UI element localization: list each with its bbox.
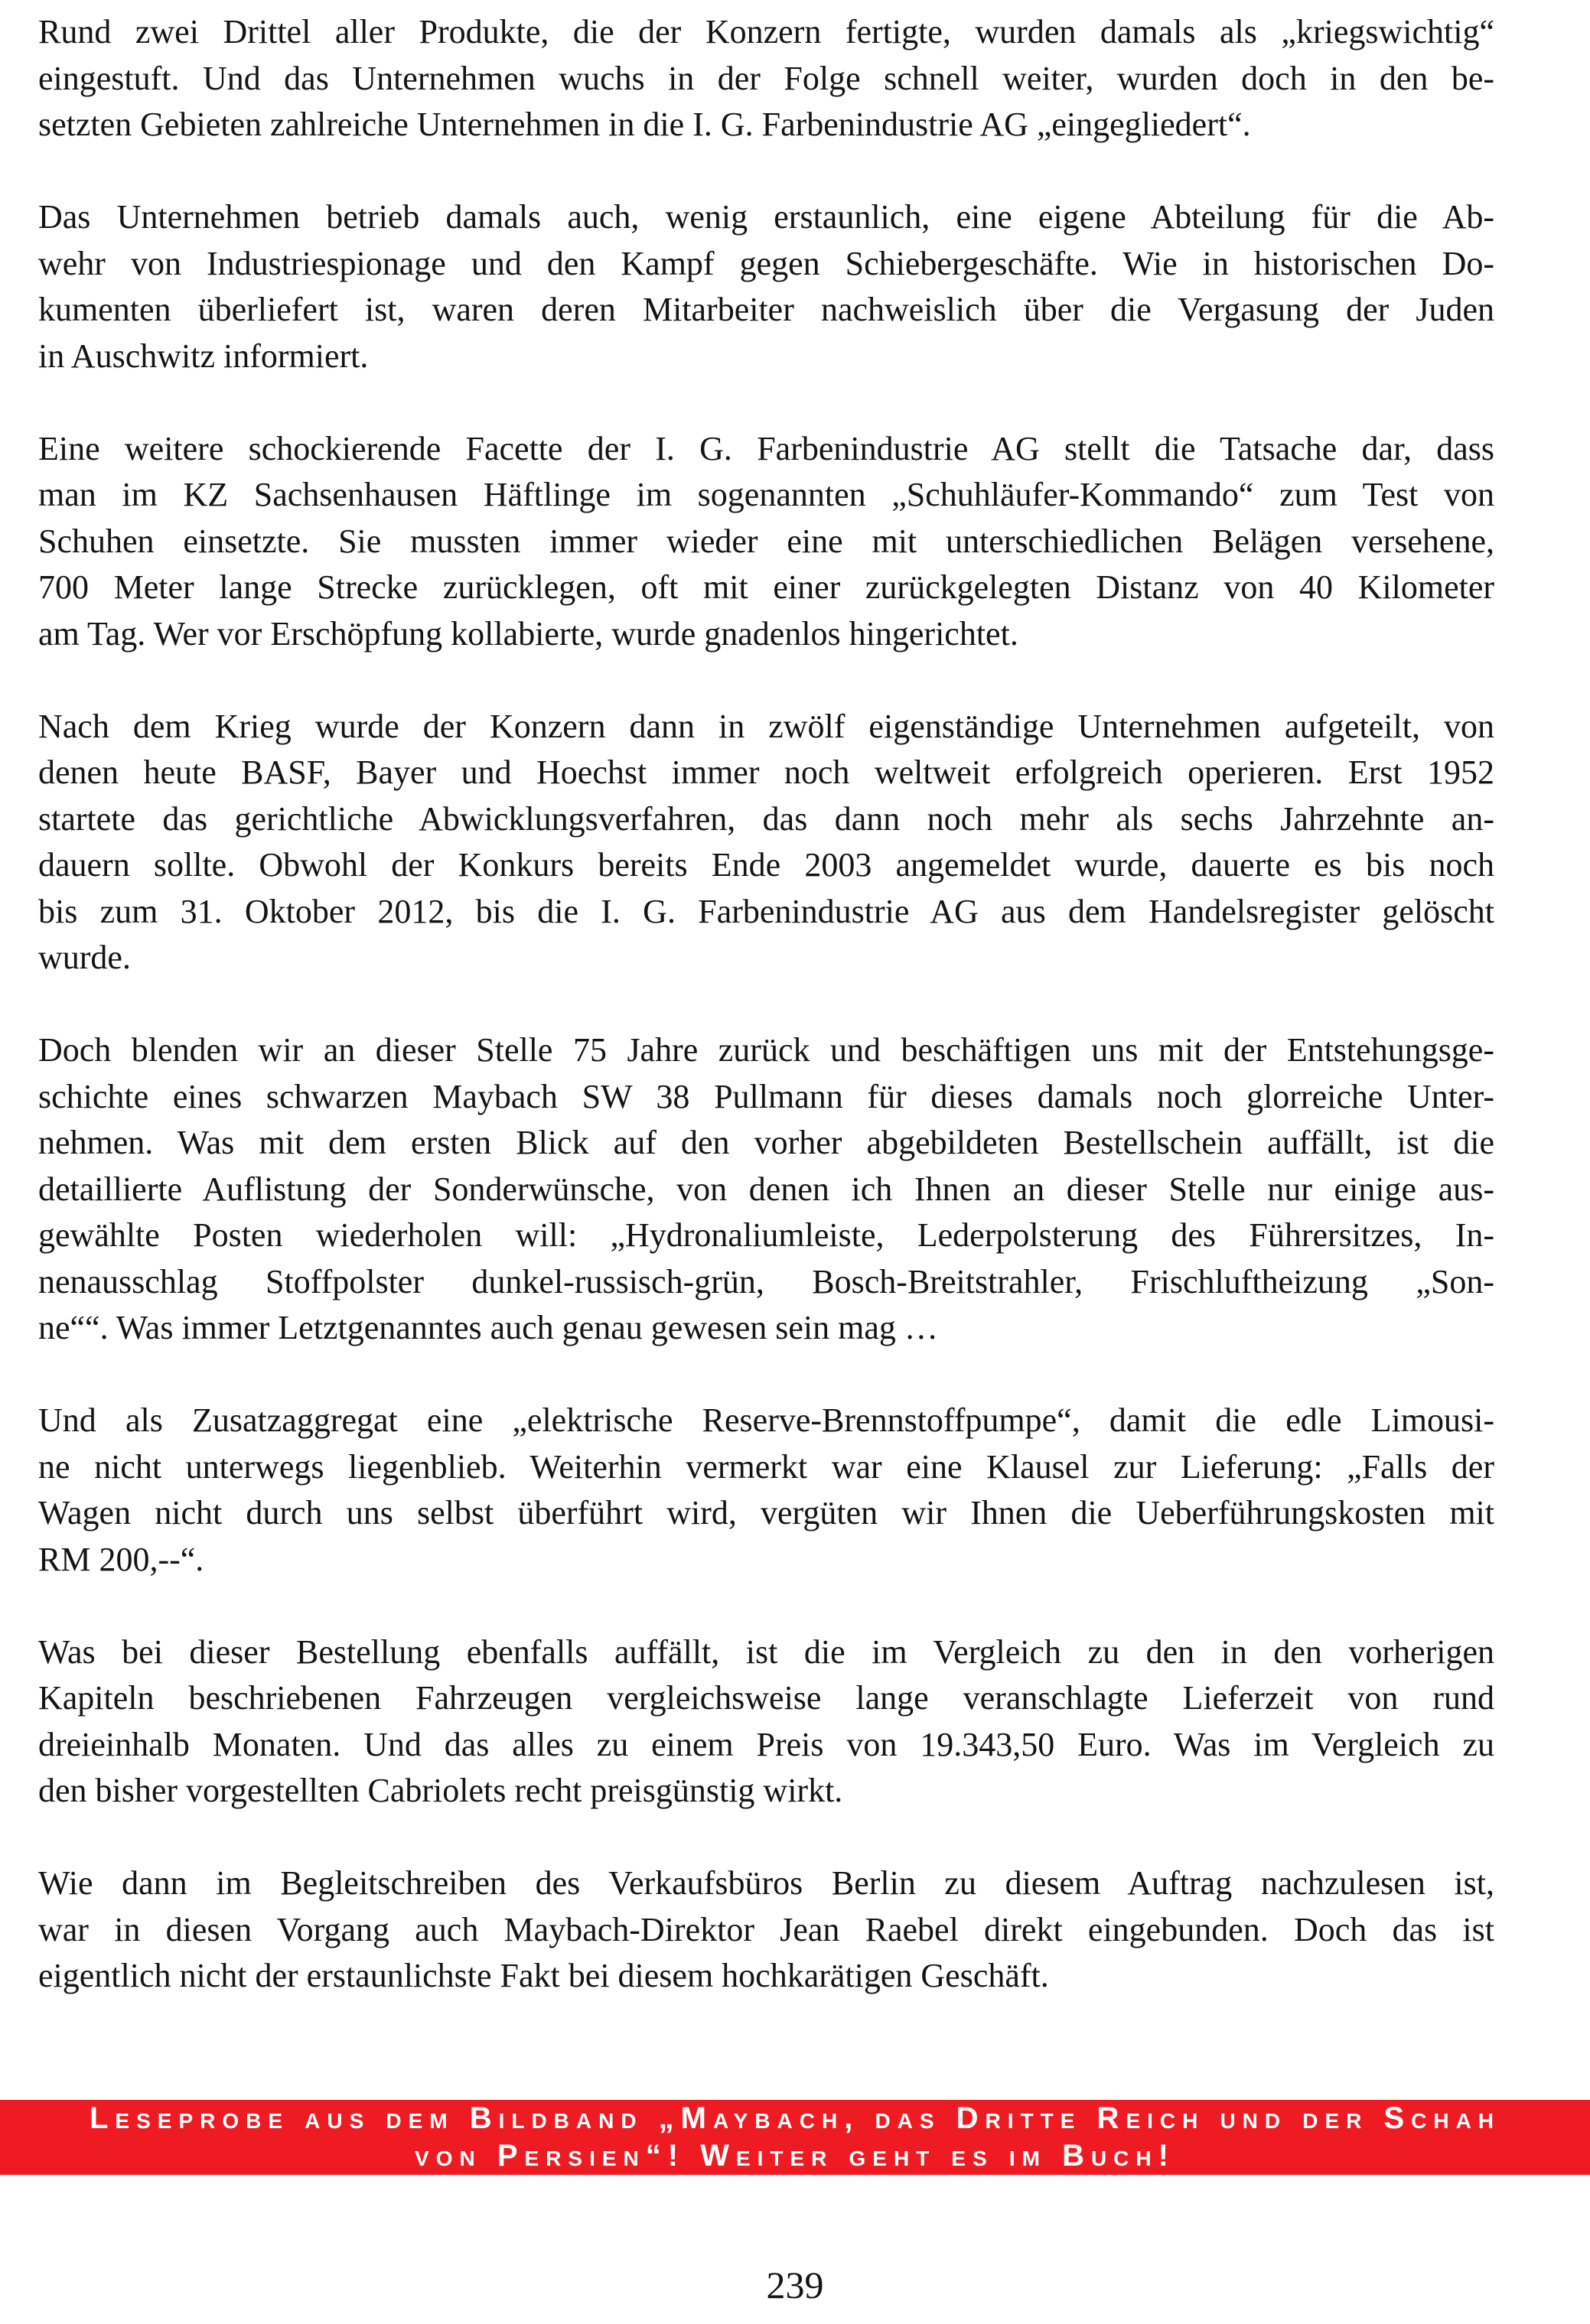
paragraph <box>38 194 1494 379</box>
text-line: war in diesen Vorgang auch Maybach-Direktor Jean Raebel direkt eingebunden. Doch das ist <box>38 1910 1494 1948</box>
banner-line-1: Leseprobe aus dem Bildband „Maybach, das Dritte Reich und der Schah <box>89 2101 1501 2135</box>
text-line: startete das gerichtliche Abwicklungsverfahren, das dann noch mehr als sechs Jahrzehnte an- <box>38 799 1494 838</box>
text-line: ne““. Was immer Letztgenanntes auch genau gewesen sein mag … <box>38 1309 938 1346</box>
text-line: Doch blenden wir an dieser Stelle 75 Jahre zurück und beschäftigen uns mit der Entstehungsge- <box>38 1031 1494 1069</box>
text-line: Was bei dieser Bestellung ebenfalls auffällt, ist die im Vergleich zu den in den vorherigen <box>38 1632 1494 1671</box>
paragraph <box>38 9 1494 148</box>
paragraph <box>38 1398 1494 1583</box>
text-line: am Tag. Wer vor Erschöpfung kollabierte, wurde gnadenlos hingerichtet. <box>38 614 1018 653</box>
text-line: den bisher vorgestellten Cabriolets recht preisgünstig wirkt. <box>38 1772 843 1809</box>
text-line: detaillierte Auflistung der Sonderwünsche, von denen ich Ihnen an dieser Stelle nur einige aus- <box>38 1170 1494 1208</box>
text-line: denen heute BASF, Bayer und Hoechst immer noch weltweit erfolgreich operieren. Erst 1952 <box>38 754 1494 791</box>
text-line: dreieinhalb Monaten. Und das alles zu einem Preis von 19.343,50 Euro. Was im Vergleich zu <box>38 1725 1494 1763</box>
text-line: bis zum 31. Oktober 2012, bis die I. G. Farbenindustrie AG aus dem Handelsregister gelöscht <box>38 892 1494 930</box>
text-line: kumenten überliefert ist, waren deren Mitarbeiter nachweislich über die Vergasung der Juden <box>38 291 1494 328</box>
page-number: 239 <box>766 2264 824 2306</box>
text-line: RM 200,--“. <box>38 1540 204 1578</box>
text-line: ne nicht unterwegs liegenblieb. Weiterhin vermerkt war eine Klausel zur Lieferung: „Falls der <box>38 1447 1494 1486</box>
text-line: schichte eines schwarzen Maybach SW 38 Pullmann für dieses damals noch glorreiche Unter- <box>38 1077 1494 1115</box>
text-line: in Auschwitz informiert. <box>38 337 369 375</box>
text-line: eigentlich nicht der erstaunlichste Fakt bei diesem hochkarätigen Geschäft. <box>38 1957 1049 1994</box>
text-line: nehmen. Was mit dem ersten Blick auf den vorher abgebildeten Bestellschein auffällt, ist die <box>38 1124 1494 1161</box>
text-line: Nach dem Krieg wurde der Konzern dann in zwölf eigenständige Unternehmen aufgeteilt, von <box>38 707 1494 745</box>
paragraph <box>38 1629 1494 1815</box>
text-line: wurde. <box>38 939 131 976</box>
paragraph <box>38 1027 1494 1352</box>
text-line: setzten Gebieten zahlreiche Unternehmen in die I. G. Farbenindustrie AG „eingegliedert“. <box>38 106 1251 143</box>
text-line: Wagen nicht durch uns selbst überführt wird, vergüten wir Ihnen die Ueberführungskosten mit <box>38 1494 1494 1531</box>
text-line: eingestuft. Und das Unternehmen wuchs in der Folge schnell weiter, wurden doch in den be- <box>38 59 1494 97</box>
paragraph <box>38 426 1494 658</box>
paragraph <box>38 704 1494 981</box>
text-line: man im KZ Sachsenhausen Häftlinge im sogenannten „Schuhläufer-Kommando“ zum Test von <box>38 476 1494 513</box>
text-line: Wie dann im Begleitschreiben des Verkaufsbüros Berlin zu diesem Auftrag nachzulesen ist, <box>38 1864 1494 1902</box>
text-line: 700 Meter lange Strecke zurücklegen, oft mit einer zurückgelegten Distanz von 40 Kilometer <box>38 568 1494 606</box>
text-line: gewählte Posten wiederholen will: „Hydronaliumleiste, Lederpolsterung des Führersitzes, In- <box>38 1216 1494 1254</box>
text-line: nenausschlag Stoffpolster dunkel-russisch-grün, Bosch-Breitstrahler, Frischluftheizung „Son- <box>38 1262 1494 1300</box>
text-line: Und als Zusatzaggregat eine „elektrische Reserve-Brennstoffpumpe“, damit die edle Limousi- <box>38 1401 1494 1439</box>
text-line: Schuhen einsetzte. Sie mussten immer wieder eine mit unterschiedlichen Belägen versehene, <box>38 522 1494 560</box>
text-line: dauern sollte. Obwohl der Konkurs bereits Ende 2003 angemeldet wurde, dauerte es bis noch <box>38 846 1494 884</box>
paragraph <box>38 1860 1494 2000</box>
body-text <box>38 9 1494 2000</box>
banner-line-2: von Persien“! Weiter geht es im Buch! <box>415 2139 1175 2173</box>
text-line: Kapiteln beschriebenen Fahrzeugen vergleichsweise lange veranschlagte Lieferzeit von rund <box>38 1679 1494 1717</box>
leseprobe-banner <box>0 2100 1590 2175</box>
text-line: wehr von Industriespionage und den Kampf gegen Schiebergeschäfte. Wie in historischen Do- <box>38 244 1494 282</box>
text-line: Rund zwei Drittel aller Produkte, die der Konzern fertigte, wurden damals als „kriegswichtig“ <box>38 13 1494 50</box>
text-line: Das Unternehmen betrieb damals auch, wenig erstaunlich, eine eigene Abteilung für die Ab- <box>38 198 1494 236</box>
text-line: Eine weitere schockierende Facette der I. G. Farbenindustrie AG stellt die Tatsache dar, dass <box>38 429 1494 467</box>
